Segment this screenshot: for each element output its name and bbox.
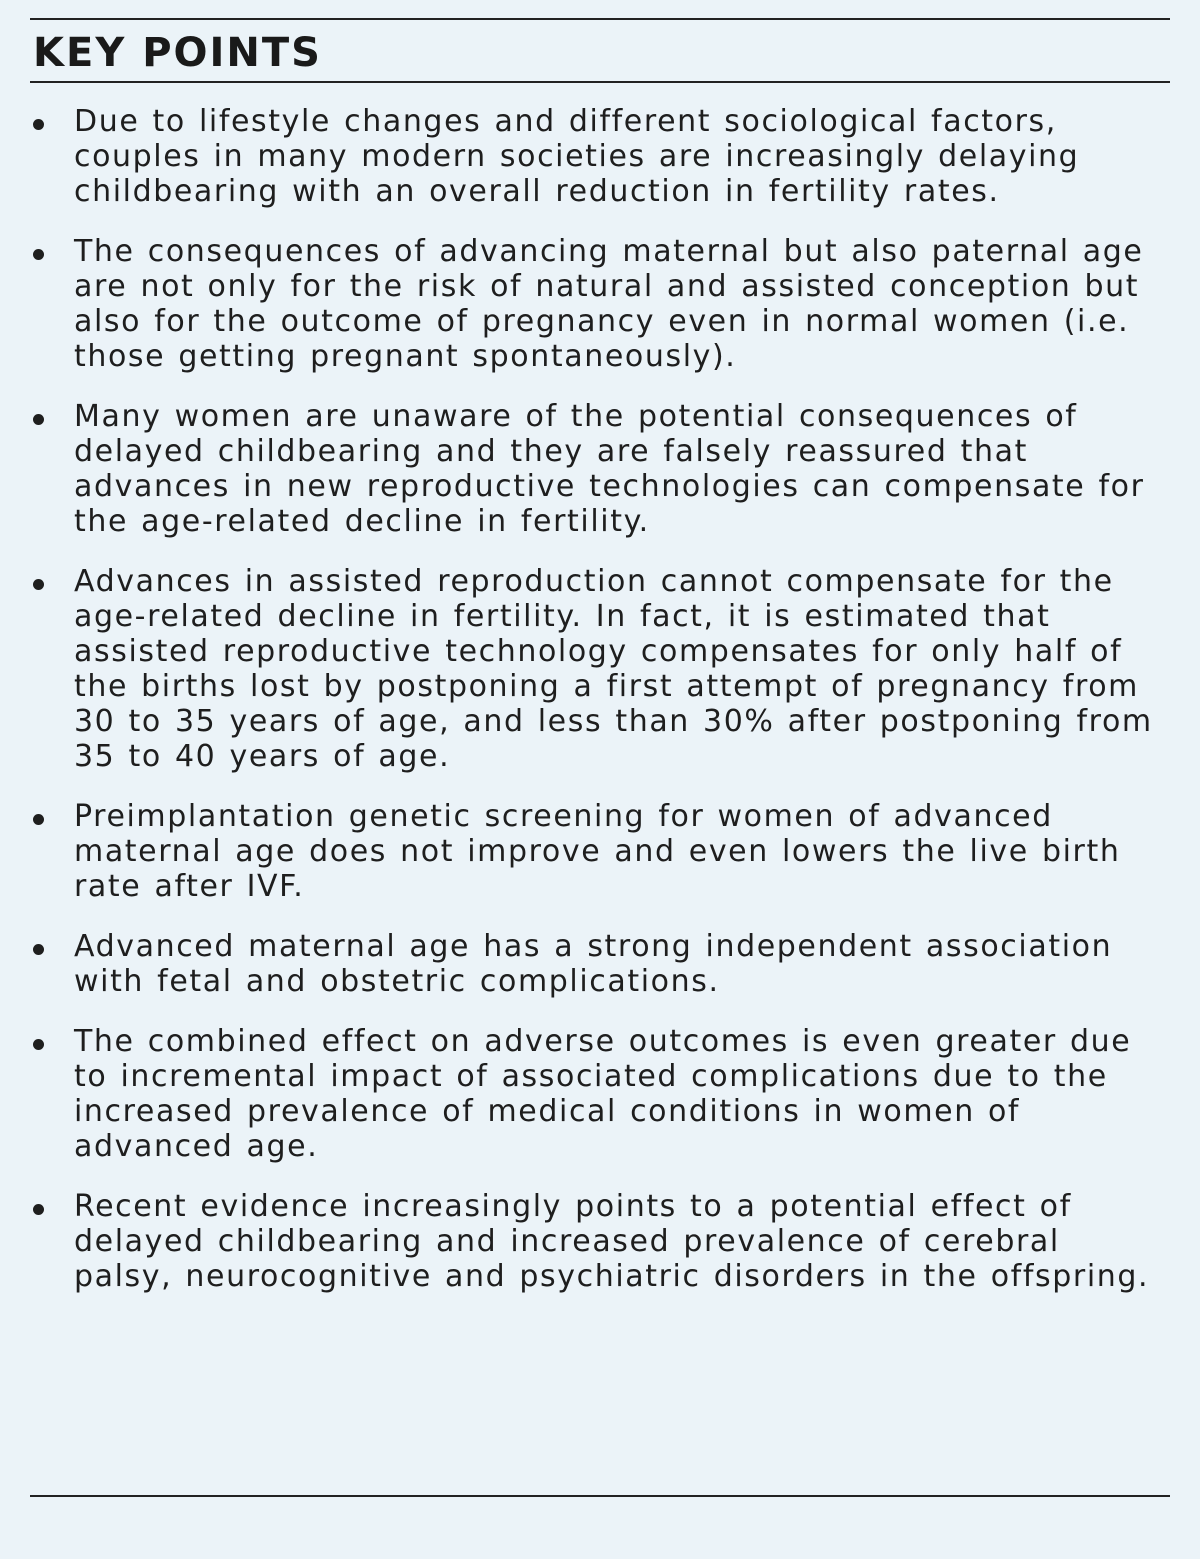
- bottom-rule: [30, 1495, 1170, 1497]
- bullet-icon: [33, 119, 44, 130]
- key-points-heading: KEY POINTS: [33, 30, 322, 76]
- key-point-8: [30, 1189, 1170, 1294]
- bullet-icon: [33, 1204, 44, 1215]
- key-point-4: [30, 564, 1170, 774]
- key-point-5: [30, 799, 1170, 904]
- key-point-text: Many women are unaware of the potential consequences of delayed childbearing and they are falsely reassured that advances in new reproductive technologies can compensate for the age-related decline in fertility.: [74, 399, 1145, 539]
- bullet-icon: [33, 1039, 44, 1050]
- bullet-icon: [33, 414, 44, 425]
- bullet-icon: [33, 579, 44, 590]
- key-points-list: [30, 104, 1170, 1319]
- key-point-1: [30, 104, 1170, 209]
- key-point-text: Advanced maternal age has a strong independent association with fetal and obstetric complications.: [74, 929, 1113, 999]
- bullet-icon: [33, 944, 44, 955]
- key-point-text: Preimplantation genetic screening for women of advanced maternal age does not improve and even lowers the live birth rate after IVF.: [74, 799, 1121, 904]
- key-point-text: Recent evidence increasingly points to a potential effect of delayed childbearing and increased prevalence of cerebral palsy, neurocognitive and psychiatric disorders in the offspring.: [74, 1189, 1150, 1294]
- bullet-icon: [33, 814, 44, 825]
- key-point-text: Due to lifestyle changes and different sociological factors, couples in many modern societies are increasingly delaying childbearing with an overall reduction in fertility rates.: [74, 104, 1080, 209]
- top-rule: [30, 18, 1170, 20]
- key-point-text: The consequences of advancing maternal but also paternal age are not only for the risk of natural and assisted conception but also for the outcome of pregnancy even in normal women (i.e. those getting pregnant spontaneously).: [74, 234, 1144, 374]
- key-point-2: [30, 234, 1170, 374]
- key-point-3: [30, 399, 1170, 539]
- key-point-text: Advances in assisted reproduction cannot compensate for the age-related decline in fertility. In fact, it is estimated that assisted reproductive technology compensates for only half of the births lost by postponing a first attempt of pregnancy from 30 to 35 years of age, and less than 30% after postponing from 35 to 40 years of age.: [74, 564, 1153, 774]
- key-point-text: The combined effect on adverse outcomes is even greater due to incremental impact of associated complications due to the increased prevalence of medical conditions in women of advanced age.: [74, 1024, 1132, 1164]
- bullet-icon: [33, 249, 44, 260]
- key-point-6: [30, 929, 1170, 999]
- heading-rule: [30, 81, 1170, 83]
- key-point-7: [30, 1024, 1170, 1164]
